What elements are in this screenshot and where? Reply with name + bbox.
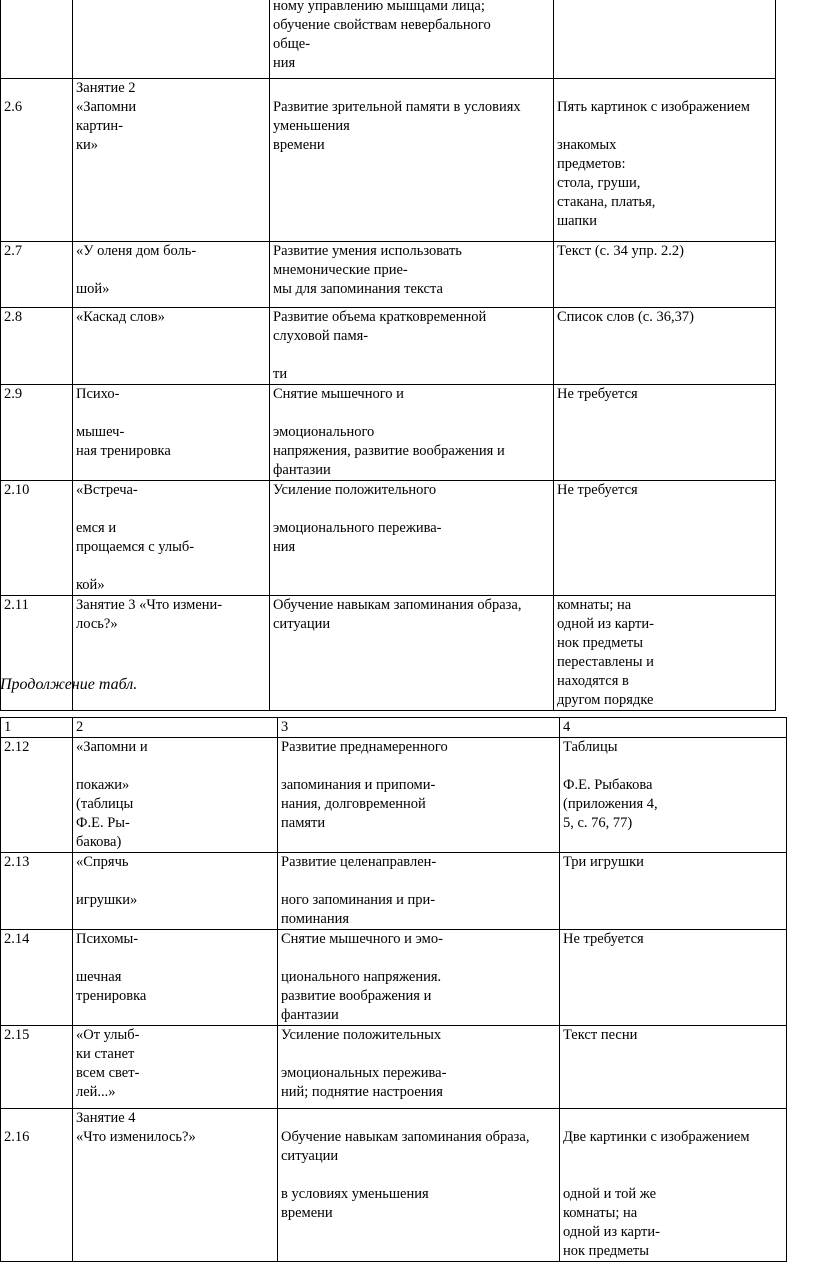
cell-text-line: Развитие преднамеренного bbox=[281, 739, 448, 755]
cell-text-line: Две картинки с изображением bbox=[563, 1129, 750, 1145]
cell-text-line: «От улыб- bbox=[76, 1027, 140, 1043]
cell-text-line: ки» bbox=[76, 137, 99, 153]
cell-goal bbox=[270, 79, 554, 242]
cell-text-line: шой» bbox=[76, 281, 110, 297]
line-spacer bbox=[563, 1109, 783, 1128]
cell-text-line: мнемонические прие- bbox=[273, 262, 408, 278]
cell-text-line: игрушки» bbox=[76, 892, 138, 908]
cell-text-line: бакова) bbox=[76, 834, 122, 850]
cell-text-line: ний; поднятие настроения bbox=[281, 1084, 443, 1100]
cell-goal bbox=[278, 738, 560, 853]
cell-text-line: «Спрячь bbox=[76, 854, 129, 870]
table-row bbox=[1, 1026, 787, 1109]
line-spacer bbox=[76, 500, 266, 519]
cell-text-line: Занятие 2 bbox=[76, 80, 136, 96]
cell-activity bbox=[73, 242, 270, 308]
cell-text-line: Обучение навыкам запоминания образа, bbox=[273, 597, 522, 613]
cell-activity bbox=[73, 1109, 278, 1262]
table-row bbox=[1, 930, 787, 1026]
line-spacer bbox=[76, 949, 274, 968]
line-spacer bbox=[563, 1166, 783, 1185]
cell-text-line: 2.16 bbox=[4, 1129, 30, 1145]
cell-text-line: тренировка bbox=[76, 988, 147, 1004]
cell-text-line: комнаты; на bbox=[563, 1205, 638, 1221]
cell-text-line: слуховой памя- bbox=[273, 328, 369, 344]
cell-text-line: Обучение навыкам запоминания образа, bbox=[281, 1129, 530, 1145]
line-spacer bbox=[563, 1147, 783, 1166]
line-spacer bbox=[557, 117, 772, 136]
cell-text-line: в условиях уменьшения bbox=[281, 1186, 429, 1202]
line-spacer bbox=[281, 1109, 556, 1128]
cell-text-line: ционального напряжения. bbox=[281, 969, 442, 985]
cell-text-line: нания, долговременной bbox=[281, 796, 426, 812]
cell-text-line: «Запомни и bbox=[76, 739, 148, 755]
cell-text-line: Психомы- bbox=[76, 931, 139, 947]
cell-material bbox=[554, 481, 776, 596]
line-spacer bbox=[281, 1166, 556, 1185]
cell-text-line: покажи» bbox=[76, 777, 130, 793]
cell-text-line: 2.11 bbox=[4, 597, 29, 613]
cell-text-line: 2.6 bbox=[4, 99, 23, 115]
cell-goal bbox=[278, 1026, 560, 1109]
line-spacer bbox=[76, 261, 266, 280]
cell-text-line: Ф.Е. Рыбакова bbox=[563, 777, 653, 793]
cell-text-line: Список слов (с. 36,37) bbox=[557, 309, 694, 325]
cell-activity bbox=[73, 738, 278, 853]
cell-goal bbox=[278, 1109, 560, 1262]
table-row bbox=[1, 1109, 787, 1262]
cell-text-line: шечная bbox=[76, 969, 122, 985]
cell-goal bbox=[270, 481, 554, 596]
line-spacer bbox=[273, 404, 550, 423]
cell-text-line: времени bbox=[281, 1205, 333, 1221]
table-row bbox=[1, 718, 787, 738]
cell-text-line: Усиление положительного bbox=[273, 482, 437, 498]
cell-text-line: обучение свойствам невербального bbox=[273, 17, 491, 33]
cell-text-line: ситуации bbox=[273, 616, 331, 632]
table-continuation-caption: Продолжение табл. bbox=[0, 676, 138, 693]
cell-goal bbox=[270, 385, 554, 481]
cell-text-line: Снятие мышечного и bbox=[273, 386, 404, 402]
cell-text-line: всем свет- bbox=[76, 1065, 140, 1081]
cell-text-line: 2.15 bbox=[4, 1027, 30, 1043]
cell-text-line: Ф.Е. Ры- bbox=[76, 815, 130, 831]
cell-goal bbox=[270, 242, 554, 308]
cell-text-line: одной из карти- bbox=[563, 1224, 660, 1240]
cell-text-line: развитие воображения и bbox=[281, 988, 432, 1004]
cell-material bbox=[560, 1026, 787, 1109]
cell-text-line: емся и bbox=[76, 520, 117, 536]
line-spacer bbox=[281, 872, 556, 891]
cell-text-line: 2.10 bbox=[4, 482, 30, 498]
cell-activity bbox=[73, 385, 270, 481]
cell-text-line: Развитие целенаправлен- bbox=[281, 854, 437, 870]
cell-activity bbox=[73, 0, 270, 79]
cell-text-line: Текст песни bbox=[563, 1027, 638, 1043]
cell-material bbox=[554, 0, 776, 79]
cell-text-line: шапки bbox=[557, 213, 597, 229]
cell-material bbox=[554, 385, 776, 481]
cell-goal bbox=[270, 0, 554, 79]
cell-text-line: мы для запоминания текста bbox=[273, 281, 443, 297]
cell-material bbox=[560, 718, 787, 738]
cell-number bbox=[1, 1026, 73, 1109]
cell-text-line: 2.12 bbox=[4, 739, 30, 755]
line-spacer bbox=[281, 757, 556, 776]
line-spacer bbox=[4, 1109, 69, 1128]
cell-text-line: переставлены и bbox=[557, 654, 654, 670]
cell-text-line: 2.7 bbox=[4, 243, 23, 259]
cell-text-line: времени bbox=[273, 137, 325, 153]
cell-goal bbox=[278, 930, 560, 1026]
cell-material bbox=[554, 308, 776, 385]
cell-text-line: 5, с. 76, 77) bbox=[563, 815, 633, 831]
cell-text-line: стола, груши, bbox=[557, 175, 641, 191]
cell-text-line: предметов: bbox=[557, 156, 626, 172]
cell-activity bbox=[73, 79, 270, 242]
cell-text-line: Пять картинок с изображением bbox=[557, 99, 750, 115]
cell-text-line: фантазии bbox=[273, 462, 331, 478]
line-spacer bbox=[76, 404, 266, 423]
cell-number bbox=[1, 930, 73, 1026]
cell-text-line: Текст (с. 34 упр. 2.2) bbox=[557, 243, 684, 259]
cell-text-line: Не требуется bbox=[557, 482, 638, 498]
cell-material bbox=[554, 596, 776, 711]
cell-material bbox=[560, 853, 787, 930]
cell-goal bbox=[278, 718, 560, 738]
cell-text-line: ного запоминания и при- bbox=[281, 892, 436, 908]
line-spacer bbox=[4, 79, 69, 98]
cell-text-line: 2.13 bbox=[4, 854, 30, 870]
line-spacer bbox=[273, 79, 550, 98]
cell-number bbox=[1, 0, 73, 79]
line-spacer bbox=[563, 757, 783, 776]
cell-goal bbox=[270, 596, 554, 711]
cell-text-line: ния bbox=[273, 539, 296, 555]
cell-text-line: эмоционального пережива- bbox=[273, 520, 442, 536]
line-spacer bbox=[76, 872, 274, 891]
cell-number bbox=[1, 242, 73, 308]
table-row bbox=[1, 308, 776, 385]
cell-text-line: ти bbox=[273, 366, 288, 382]
table-row bbox=[1, 481, 776, 596]
cell-number bbox=[1, 718, 73, 738]
cell-text-line: Не требуется bbox=[557, 386, 638, 402]
line-spacer bbox=[557, 79, 772, 98]
cell-number bbox=[1, 385, 73, 481]
cell-text-line: ная тренировка bbox=[76, 443, 171, 459]
cell-text-line: 4 bbox=[563, 719, 571, 735]
cell-text-line: одной и той же bbox=[563, 1186, 657, 1202]
cell-text-line: одной из карти- bbox=[557, 616, 654, 632]
cell-text-line: Развитие зрительной памяти в условиях bbox=[273, 99, 521, 115]
cell-text-line: 3 bbox=[281, 719, 289, 735]
table-row bbox=[1, 79, 776, 242]
cell-goal bbox=[278, 853, 560, 930]
line-spacer bbox=[76, 557, 266, 576]
cell-text-line: Занятие 4 bbox=[76, 1110, 136, 1126]
line-spacer bbox=[273, 500, 550, 519]
cell-activity bbox=[73, 481, 270, 596]
cell-text-line: картин- bbox=[76, 118, 124, 134]
line-spacer bbox=[281, 949, 556, 968]
cell-text-line: «Каскад слов» bbox=[76, 309, 165, 325]
cell-text-line: эмоциональных пережива- bbox=[281, 1065, 447, 1081]
cell-number bbox=[1, 308, 73, 385]
cell-text-line: кой» bbox=[76, 577, 105, 593]
cell-activity bbox=[73, 930, 278, 1026]
cell-number bbox=[1, 738, 73, 853]
line-spacer bbox=[273, 346, 550, 365]
cell-text-line: ному управлению мышцами лица; bbox=[273, 0, 485, 14]
cell-text-line: поминания bbox=[281, 911, 350, 927]
cell-text-line: запоминания и припоми- bbox=[281, 777, 436, 793]
cell-text-line: напряжения, развитие воображения и bbox=[273, 443, 505, 459]
cell-text-line: прощаемся с улыб- bbox=[76, 539, 195, 555]
cell-text-line: нок предметы bbox=[557, 635, 644, 651]
cell-text-line: нок предметы bbox=[563, 1243, 650, 1259]
cell-text-line: 2.9 bbox=[4, 386, 23, 402]
cell-text-line: Снятие мышечного и эмо- bbox=[281, 931, 443, 947]
cell-text-line: «Встреча- bbox=[76, 482, 138, 498]
cell-text-line: Не требуется bbox=[563, 931, 644, 947]
cell-text-line: памяти bbox=[281, 815, 326, 831]
cell-text-line: Усиление положительных bbox=[281, 1027, 442, 1043]
cell-activity bbox=[73, 308, 270, 385]
cell-text-line: 2.8 bbox=[4, 309, 23, 325]
cell-text-line: Развитие умения использовать bbox=[273, 243, 462, 259]
cell-text-line: 2.14 bbox=[4, 931, 30, 947]
cell-text-line: Развитие объема кратковременной bbox=[273, 309, 487, 325]
cell-text-line: (таблицы bbox=[76, 796, 134, 812]
cell-text-line: «Запомни bbox=[76, 99, 137, 115]
cell-text-line: находятся в bbox=[557, 673, 629, 689]
line-spacer bbox=[76, 757, 274, 776]
cell-text-line: ния bbox=[273, 55, 296, 71]
cell-text-line: 2 bbox=[76, 719, 84, 735]
cell-text-line: (приложения 4, bbox=[563, 796, 658, 812]
cell-text-line: ки станет bbox=[76, 1046, 135, 1062]
cell-number bbox=[1, 1109, 73, 1262]
cell-text-line: 1 bbox=[4, 719, 12, 735]
table-continued bbox=[0, 717, 787, 1262]
cell-activity bbox=[73, 1026, 278, 1109]
cell-activity bbox=[73, 718, 278, 738]
cell-text-line: другом порядке bbox=[557, 692, 654, 708]
cell-text-line: обще- bbox=[273, 36, 311, 52]
line-spacer bbox=[281, 1045, 556, 1064]
cell-material bbox=[554, 242, 776, 308]
cell-material bbox=[560, 930, 787, 1026]
cell-text-line: комнаты; на bbox=[557, 597, 632, 613]
cell-number bbox=[1, 481, 73, 596]
cell-text-line: Таблицы bbox=[563, 739, 618, 755]
cell-text-line: Три игрушки bbox=[563, 854, 644, 870]
table-row bbox=[1, 242, 776, 308]
cell-text-line: Психо- bbox=[76, 386, 120, 402]
cell-number bbox=[1, 853, 73, 930]
cell-text-line: стакана, платья, bbox=[557, 194, 656, 210]
cell-activity bbox=[73, 853, 278, 930]
table-row bbox=[1, 853, 787, 930]
table-row bbox=[1, 385, 776, 481]
table-row bbox=[1, 738, 787, 853]
cell-material bbox=[560, 738, 787, 853]
cell-text-line: «Что изменилось?» bbox=[76, 1129, 196, 1145]
cell-text-line: Занятие 3 «Что измени- bbox=[76, 597, 223, 613]
cell-text-line: ситуации bbox=[281, 1148, 339, 1164]
cell-text-line: лось?» bbox=[76, 616, 118, 632]
cell-text-line: уменьшения bbox=[273, 118, 350, 134]
cell-text-line: лей...» bbox=[76, 1084, 116, 1100]
cell-number bbox=[1, 79, 73, 242]
cell-text-line: «У оленя дом боль- bbox=[76, 243, 197, 259]
cell-material bbox=[554, 79, 776, 242]
cell-text-line: знакомых bbox=[557, 137, 617, 153]
table-row bbox=[1, 0, 776, 79]
cell-text-line: эмоционального bbox=[273, 424, 375, 440]
cell-goal bbox=[270, 308, 554, 385]
cell-material bbox=[560, 1109, 787, 1262]
cell-text-line: мышеч- bbox=[76, 424, 125, 440]
cell-text-line: фантазии bbox=[281, 1007, 339, 1023]
